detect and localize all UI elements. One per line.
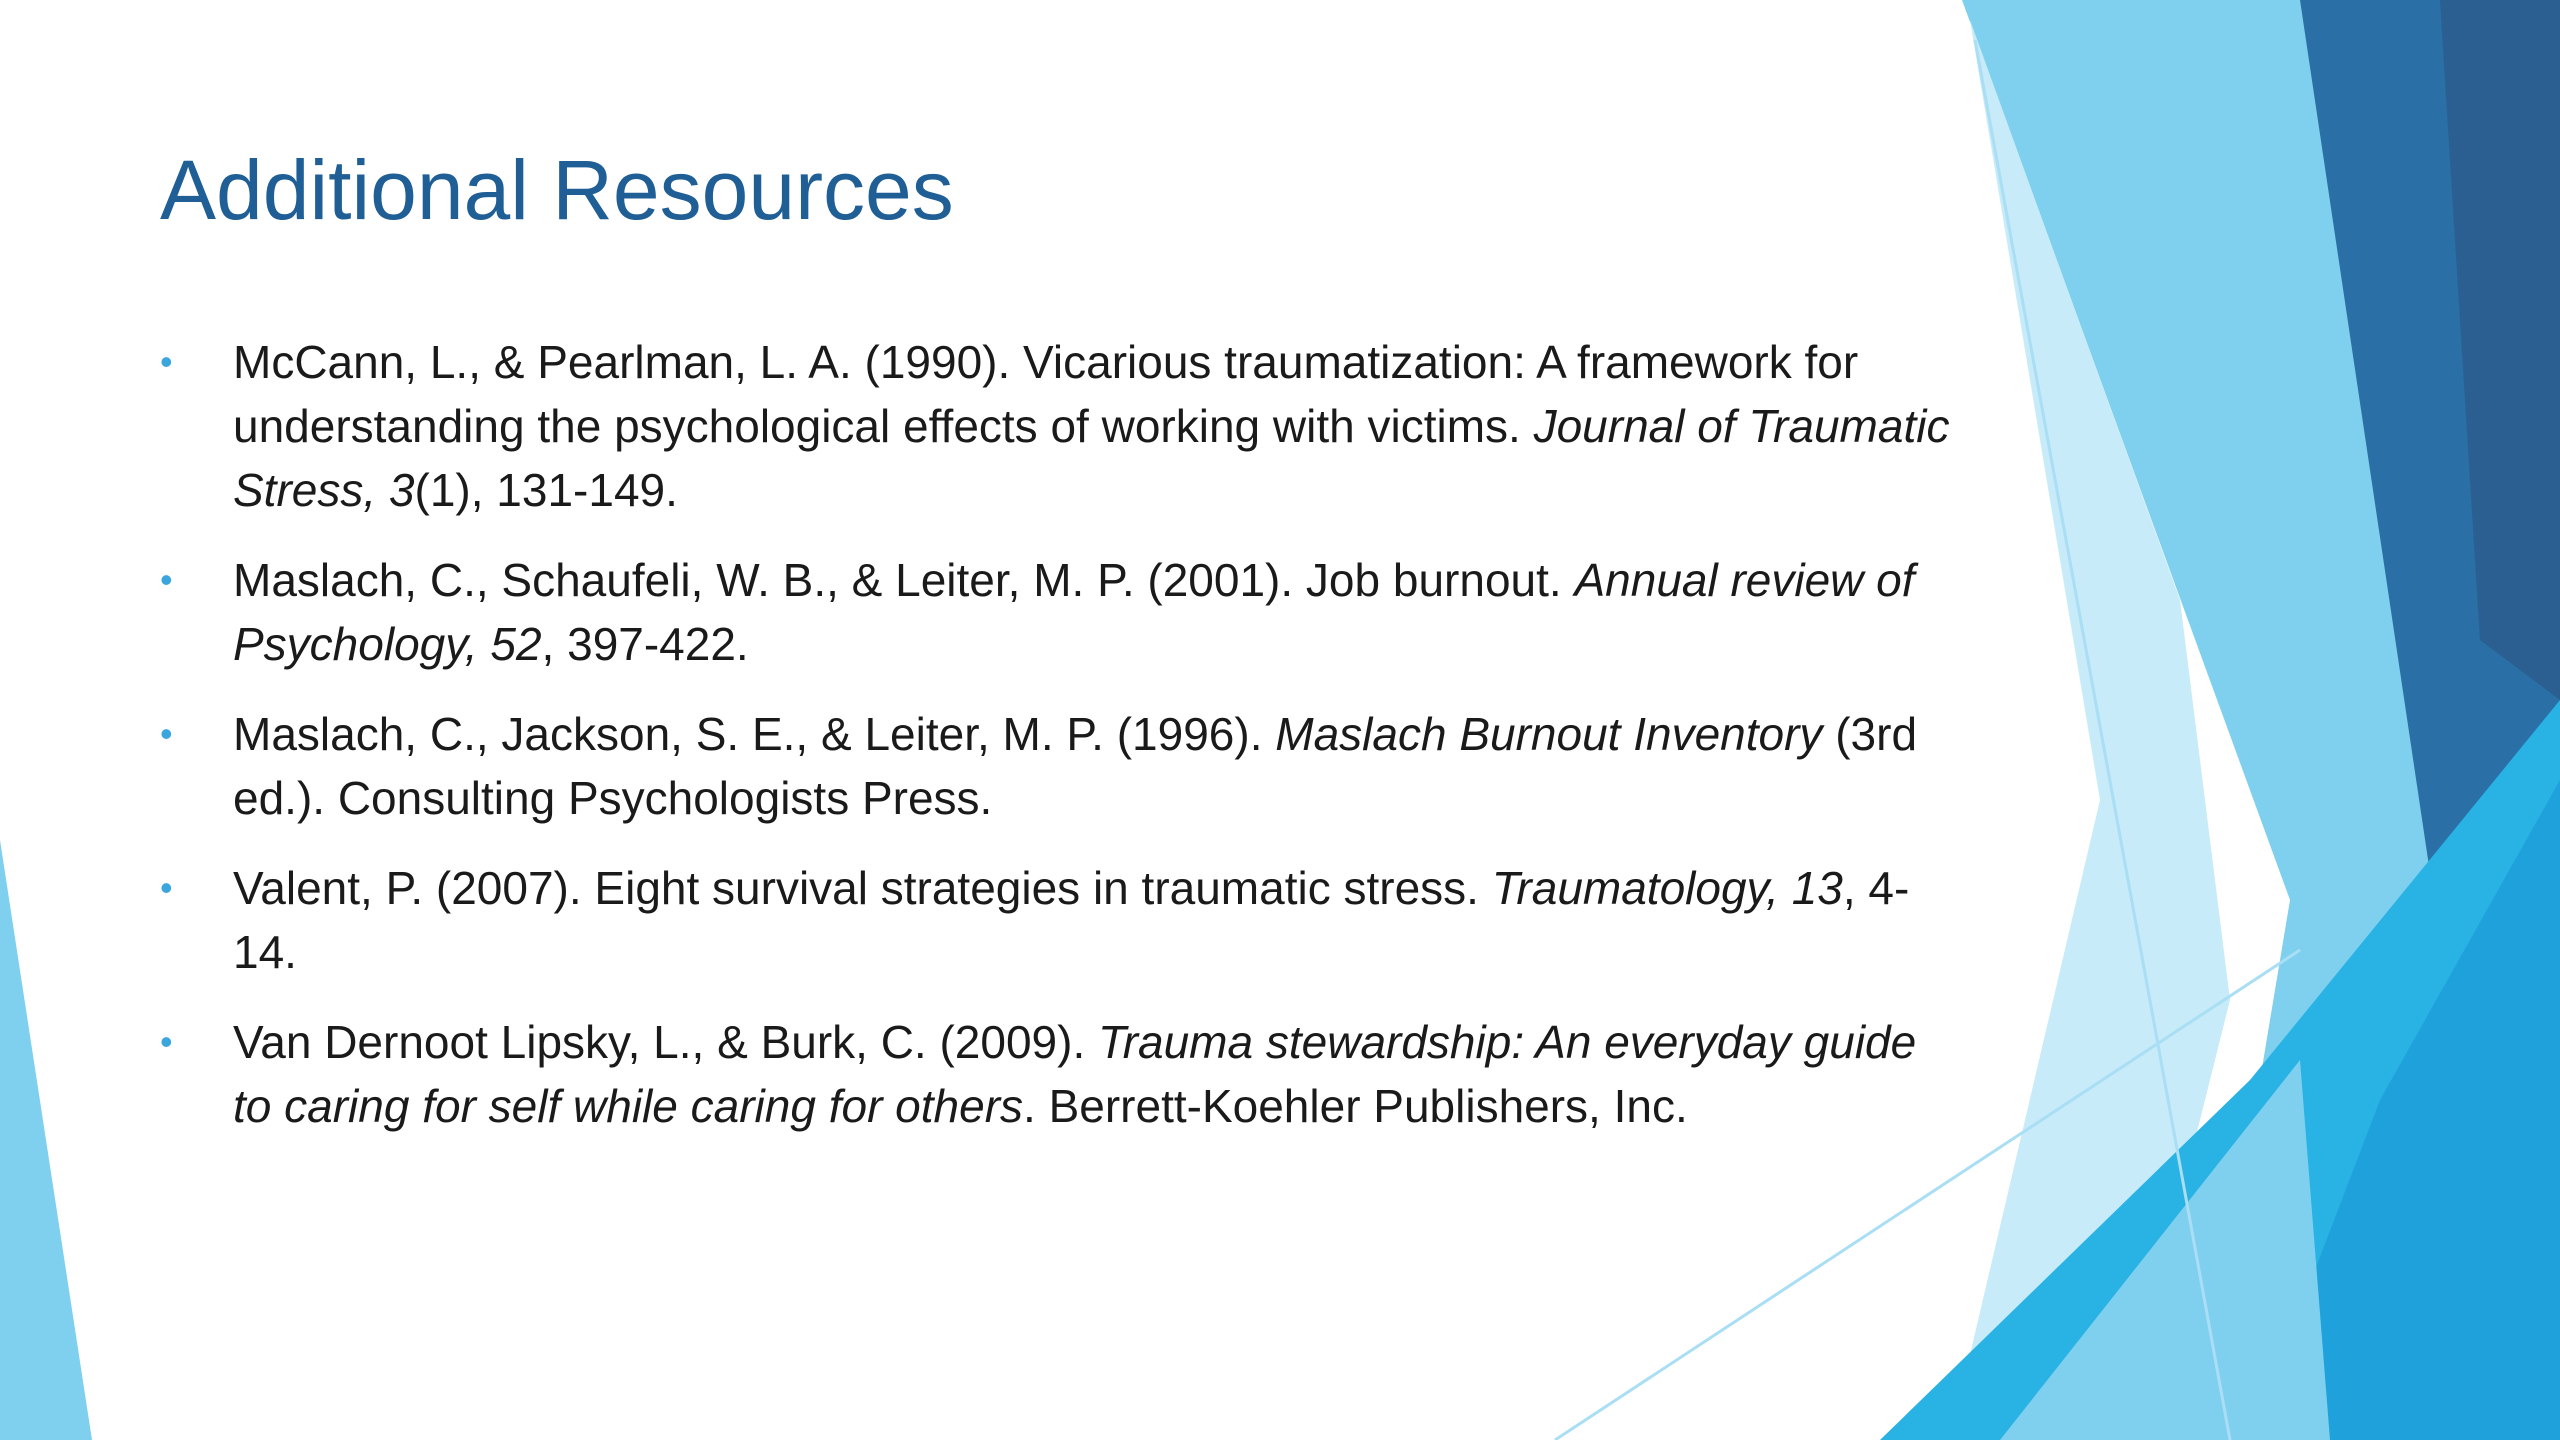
bullet-icon: • <box>160 1021 173 1062</box>
reference-text: Valent, P. (2007). Eight survival strategies in traumatic stress. <box>233 862 1492 914</box>
reference-item <box>160 1010 1950 1138</box>
reference-text: . Berrett-Koehler Publishers, Inc. <box>1023 1080 1688 1132</box>
reference-item <box>160 856 1950 984</box>
reference-item <box>160 702 1950 830</box>
bullet-icon: • <box>160 713 173 754</box>
reference-text: Maslach, C., Jackson, S. E., & Leiter, M. P. (1996). <box>233 708 1276 760</box>
reference-text: , 4-14. <box>233 862 1910 978</box>
slide-title: Additional Resources <box>160 143 954 237</box>
reference-text: (3rd ed.). Consulting Psychologists Press. <box>233 708 1918 824</box>
bullet-icon: • <box>160 559 173 600</box>
reference-italic-text: Annual review of Psychology, 52 <box>233 554 1915 670</box>
reference-text: Maslach, C., Schaufeli, W. B., & Leiter, M. P. (2001). Job burnout. <box>233 554 1575 606</box>
reference-text: , 397-422. <box>541 618 749 670</box>
reference-item <box>160 548 1950 676</box>
reference-italic-text: Maslach Burnout Inventory <box>1275 708 1823 760</box>
bullet-icon: • <box>160 867 173 908</box>
references-list <box>160 330 1950 1164</box>
reference-item <box>160 330 1950 522</box>
reference-text: (1), 131-149. <box>414 464 678 516</box>
bullet-icon: • <box>160 341 173 382</box>
deco-left-sliver <box>0 840 92 1440</box>
reference-italic-text: Trauma stewardship: An everyday guide to caring for self while caring for others <box>233 1016 1917 1132</box>
reference-italic-text: Journal of Traumatic Stress, 3 <box>233 400 1950 516</box>
reference-italic-text: Traumatology, 13 <box>1491 862 1843 914</box>
reference-text: Van Dernoot Lipsky, L., & Burk, C. (2009). <box>233 1016 1099 1068</box>
reference-text: McCann, L., & Pearlman, L. A. (1990). Vicarious traumatization: A framework for understanding the psychological effects of working with victims. <box>233 336 1859 452</box>
